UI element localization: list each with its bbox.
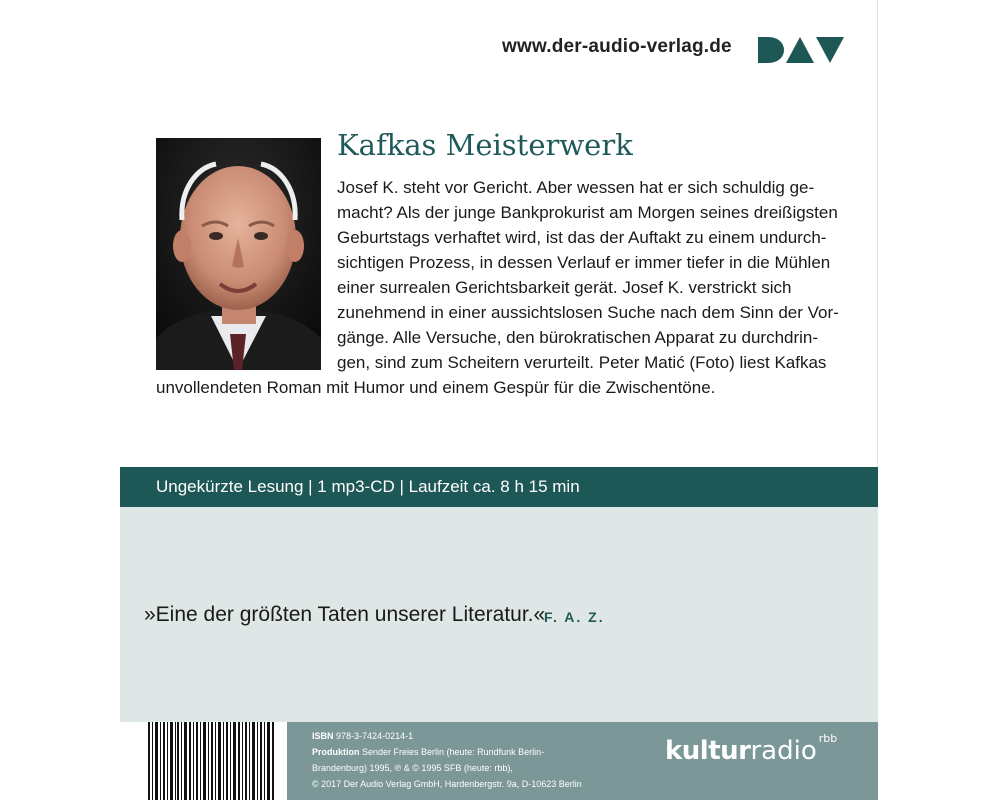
headline: Kafkas Meisterwerk (337, 128, 633, 162)
barcode (146, 722, 276, 800)
publisher-url[interactable]: www.der-audio-verlag.de (502, 36, 732, 57)
kulturradio-logo: kulturradio $^{rbb}$ (665, 732, 838, 766)
blurb-line: gänge. Alle Versuche, den bürokratischen Apparat zu durchdrin- (337, 328, 819, 347)
blurb-line: Josef K. steht vor Gericht. Aber wessen hat er sich schuldig ge- (337, 178, 815, 197)
press-quote-panel (120, 507, 878, 722)
narrator-photo (156, 138, 321, 370)
blurb-line: sichtigen Prozess, in dessen Verlauf er immer tiefer in die Mühlen (337, 253, 831, 272)
press-quote-source: F. A. Z. (544, 609, 605, 625)
blurb-line: einer surrealen Gerichtsbarkeit gerät. Josef K. verstrickt sich (337, 278, 792, 297)
blurb-line: gen, sind zum Scheitern verurteilt. Peter Matić (Foto) liest Kafkas (337, 353, 827, 372)
blurb-line: zunehmend in einer aussichtslosen Suche nach dem Sinn der Vor- (337, 303, 839, 322)
copyright-line: © 2017 Der Audio Verlag GmbH, Hardenbergstr. 9a, D-10623 Berlin (312, 779, 582, 789)
legal-panel (287, 722, 878, 800)
blurb-line: macht? Als der junge Bankprokurist am Morgen seines dreißigsten (337, 203, 838, 222)
blurb-line: Geburtstags verhaftet wird, ist das der Auftakt zu einem undurch- (337, 228, 827, 247)
product-info-text: Ungekürzte Lesung | 1 mp3-CD | Laufzeit ca. 8 h 15 min (156, 477, 580, 496)
dav-logo (758, 35, 844, 65)
product-info-bar (120, 467, 878, 507)
production-line: Produktion Sender Freies Berlin (heute: Rundfunk Berlin- (312, 747, 545, 757)
press-quote: »Eine der größten Taten unserer Literatur.« (144, 603, 546, 626)
isbn-line: ISBN 978-3-7424-0214-1 (312, 731, 414, 741)
production-line: Brandenburg) 1995, ℗ & © 1995 SFB (heute: rbb), (312, 763, 513, 773)
blurb-line: unvollendeten Roman mit Humor und einem Gespür für die Zwischentöne. (156, 378, 716, 397)
